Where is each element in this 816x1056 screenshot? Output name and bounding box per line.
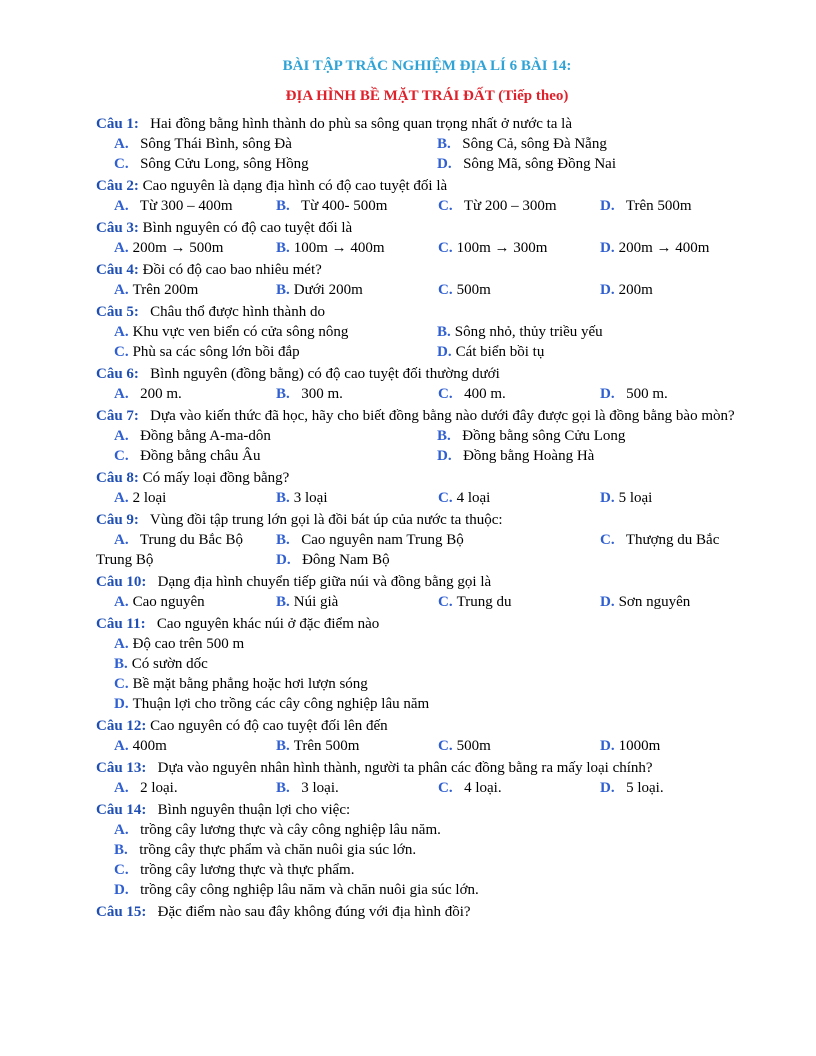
question-7-options-row2 bbox=[96, 446, 758, 466]
option-d[interactable]: D. trồng cây công nghiệp lâu năm và chăn nuôi gia súc lớn. bbox=[114, 882, 479, 898]
option-b[interactable]: B. 100m → 400m bbox=[276, 240, 385, 256]
option-a[interactable]: A. 200 m. bbox=[114, 386, 182, 402]
option-c[interactable]: C. trồng cây lương thực và thực phẩm. bbox=[114, 862, 355, 878]
option-d[interactable]: D. Sơn nguyên bbox=[600, 594, 691, 610]
question-5: Câu 5: Châu thổ được hình thành do bbox=[96, 304, 325, 320]
option-d[interactable]: D. Đông Nam Bộ bbox=[276, 552, 390, 568]
question-2: Câu 2: Cao nguyên là dạng địa hình có độ cao tuyệt đối là bbox=[96, 178, 448, 194]
option-a[interactable]: A. 2 loại. bbox=[114, 780, 178, 796]
question-3-options bbox=[96, 238, 758, 258]
question-1: Câu 1: Hai đồng bằng hình thành do phù sa sông quan trọng nhất ở nước ta là bbox=[96, 116, 573, 132]
option-d[interactable]: D. Thuận lợi cho trồng các cây công nghiệp lâu năm bbox=[114, 696, 430, 712]
question-8-options bbox=[96, 488, 758, 508]
option-a[interactable]: A. Trên 200m bbox=[114, 282, 199, 298]
option-d[interactable]: D. 1000m bbox=[600, 738, 661, 754]
option-b[interactable]: B. Cao nguyên nam Trung Bộ bbox=[276, 532, 464, 548]
option-c[interactable]: C. Sông Cửu Long, sông Hồng bbox=[114, 156, 309, 172]
option-b[interactable]: B. Đồng bằng sông Cửu Long bbox=[437, 428, 626, 444]
option-c[interactable]: C. 100m → 300m bbox=[438, 240, 548, 256]
option-b[interactable]: B. Núi già bbox=[276, 594, 339, 610]
option-c[interactable]: C. 400 m. bbox=[438, 386, 506, 402]
option-d[interactable]: D. Cát biển bồi tụ bbox=[437, 344, 545, 360]
option-c[interactable]: C. 4 loại. bbox=[438, 780, 502, 796]
question-7: Câu 7: Dựa vào kiến thức đã học, hãy cho biết đồng bằng nào dưới đây được gọi là đồng bằng bào mòn? bbox=[96, 408, 735, 424]
question-11: Câu 11: Cao nguyên khác núi ở đặc điểm nào bbox=[96, 616, 380, 632]
option-a[interactable]: A. Từ 300 – 400m bbox=[114, 198, 233, 214]
option-c[interactable]: C. 500m bbox=[438, 282, 491, 298]
option-d[interactable]: D. 5 loại. bbox=[600, 780, 664, 796]
question-3: Câu 3: Bình nguyên có độ cao tuyệt đối là bbox=[96, 220, 353, 236]
option-a[interactable]: A. Sông Thái Bình, sông Đà bbox=[114, 136, 292, 152]
option-a[interactable]: A. trồng cây lương thực và cây công nghiệp lâu năm. bbox=[114, 822, 441, 838]
option-c[interactable]: C. Bề mặt bằng phẳng hoặc hơi lượn sóng bbox=[114, 676, 368, 692]
option-c[interactable]: C. Phù sa các sông lớn bồi đắp bbox=[114, 344, 300, 360]
option-a[interactable]: A. 400m bbox=[114, 738, 167, 754]
question-1-options-row1 bbox=[96, 134, 758, 154]
question-1-options-row2 bbox=[96, 154, 758, 174]
question-13-options bbox=[96, 778, 758, 798]
option-d[interactable]: D. 200m bbox=[600, 282, 653, 298]
question-9-options-row1 bbox=[96, 530, 758, 550]
document-page bbox=[96, 56, 758, 922]
question-10-options bbox=[96, 592, 758, 612]
question-4-options bbox=[96, 280, 758, 300]
option-a[interactable]: A. Trung du Bắc Bộ bbox=[114, 532, 244, 548]
option-c[interactable]: C. Từ 200 – 300m bbox=[438, 198, 557, 214]
question-9-options-row2 bbox=[96, 550, 758, 570]
option-c[interactable]: C. Đồng bằng châu Âu bbox=[114, 448, 261, 464]
option-c-continued: Trung Bộ bbox=[96, 552, 154, 568]
option-b[interactable]: B. Sông nhỏ, thủy triều yếu bbox=[437, 324, 603, 340]
option-b[interactable]: B. 3 loại. bbox=[276, 780, 339, 796]
option-d[interactable]: D. 5 loại bbox=[600, 490, 653, 506]
question-6-options bbox=[96, 384, 758, 404]
option-a[interactable]: A. Đồng bằng A-ma-dôn bbox=[114, 428, 271, 444]
question-2-options bbox=[96, 196, 758, 216]
question-9: Câu 9: Vùng đồi tập trung lớn gọi là đồi bát úp của nước ta thuộc: bbox=[96, 512, 503, 528]
question-13: Câu 13: Dựa vào nguyên nhân hình thành, người ta phân các đồng bằng ra mấy loại chính? bbox=[96, 760, 653, 776]
question-10: Câu 10: Dạng địa hình chuyển tiếp giữa núi và đồng bằng gọi là bbox=[96, 574, 492, 590]
question-8: Câu 8: Có mấy loại đồng bằng? bbox=[96, 470, 290, 486]
option-d[interactable]: D. 500 m. bbox=[600, 386, 668, 402]
option-b[interactable]: B. 3 loại bbox=[276, 490, 328, 506]
question-5-options-row2 bbox=[96, 342, 758, 362]
question-15: Câu 15: Đặc điểm nào sau đây không đúng với địa hình đồi? bbox=[96, 904, 471, 920]
option-c[interactable]: C. 4 loại bbox=[438, 490, 491, 506]
option-a[interactable]: A. 2 loại bbox=[114, 490, 167, 506]
option-c[interactable]: C. Trung du bbox=[438, 594, 512, 610]
option-d[interactable]: D. Trên 500m bbox=[600, 198, 692, 214]
option-a[interactable]: A. Độ cao trên 500 m bbox=[114, 636, 245, 652]
option-d[interactable]: D. 200m → 400m bbox=[600, 240, 710, 256]
option-c[interactable]: C. Thượng du Bắc bbox=[600, 532, 720, 548]
document-subtitle: ĐỊA HÌNH BỀ MẶT TRÁI ĐẤT (Tiếp theo) bbox=[285, 88, 569, 104]
option-a[interactable]: A. Khu vực ven biển có cửa sông nông bbox=[114, 324, 349, 340]
question-14: Câu 14: Bình nguyên thuận lợi cho việc: bbox=[96, 802, 351, 818]
question-12: Câu 12: Cao nguyên có độ cao tuyệt đối lên đến bbox=[96, 718, 388, 734]
question-5-options-row1 bbox=[96, 322, 758, 342]
option-b[interactable]: B. Có sườn dốc bbox=[114, 656, 208, 672]
document-title: BÀI TẬP TRẮC NGHIỆM ĐỊA LÍ 6 BÀI 14: bbox=[282, 58, 572, 74]
option-a[interactable]: A. 200m → 500m bbox=[114, 240, 224, 256]
option-b[interactable]: B. Từ 400- 500m bbox=[276, 198, 388, 214]
option-b[interactable]: B. trồng cây thực phẩm và chăn nuôi gia súc lớn. bbox=[114, 842, 417, 858]
option-b[interactable]: B. Trên 500m bbox=[276, 738, 360, 754]
option-b[interactable]: B. Dưới 200m bbox=[276, 282, 363, 298]
question-7-options-row1 bbox=[96, 426, 758, 446]
question-6: Câu 6: Bình nguyên (đồng bằng) có độ cao tuyệt đối thường dưới bbox=[96, 366, 500, 382]
option-a[interactable]: A. Cao nguyên bbox=[114, 594, 205, 610]
question-4: Câu 4: Đồi có độ cao bao nhiêu mét? bbox=[96, 262, 322, 278]
option-d[interactable]: D. Đồng bằng Hoàng Hà bbox=[437, 448, 595, 464]
option-b[interactable]: B. Sông Cả, sông Đà Nẵng bbox=[437, 136, 607, 152]
option-b[interactable]: B. 300 m. bbox=[276, 386, 343, 402]
option-c[interactable]: C. 500m bbox=[438, 738, 491, 754]
option-d[interactable]: D. Sông Mã, sông Đồng Nai bbox=[437, 156, 617, 172]
question-12-options bbox=[96, 736, 758, 756]
